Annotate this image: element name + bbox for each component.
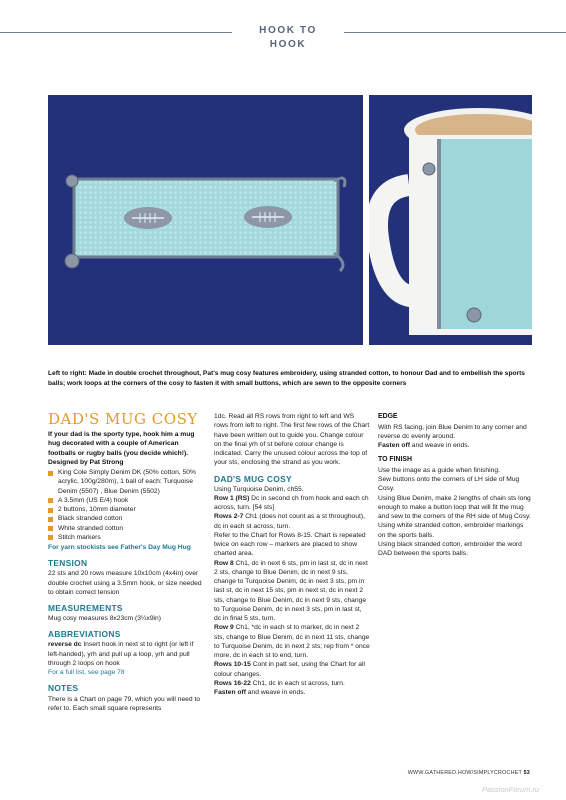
column-3 bbox=[378, 412, 532, 558]
section-title: HOOK TO HOOK bbox=[259, 25, 317, 50]
row-text: Ch1, dc in each st across, turn. bbox=[250, 679, 345, 687]
row-text: and weave in ends. bbox=[409, 442, 470, 450]
flat-cosy-illustration bbox=[48, 95, 363, 345]
intro-text: If your dad is the sporty type, hook him a mug hug decorated with a couple of American footballs or rugby balls (you decide which!). Designed by Pat Strong bbox=[48, 431, 195, 466]
row-text: Ch1, *dc in each st to marker, dc in next 2 sts, change to Blue Denim, dc in next 11 sts, change to Turquoise Denim, dc in next 2 sts; rep from * once more, dc in each st to end, turn. bbox=[214, 624, 370, 660]
material-item: White stranded cotton bbox=[48, 524, 206, 533]
finish-step: Using white stranded cotton, embroider markings on the sports balls. bbox=[378, 522, 524, 539]
rows-10-15 bbox=[214, 660, 370, 679]
row-text: Ch1 (does not count as a st throughout), dc in each st across, turn. bbox=[214, 513, 365, 530]
page-footer bbox=[408, 770, 530, 777]
finish-step: Using black stranded cotton, embroider the word DAD between the sports balls. bbox=[378, 540, 522, 558]
photo-caption: Left to right: Made in double crochet throughout, Pat's mug cosy features embroidery, using stranded cotton, to honour Dad and to embellish the sports balls; work loops at the corners of the cosy to fasten it with small buttons, which are sewn to the opposite corners bbox=[48, 370, 525, 387]
column-1 bbox=[48, 412, 206, 713]
row-1 bbox=[214, 494, 370, 513]
materials-list bbox=[48, 468, 206, 542]
finish-step: Using Blue Denim, make 2 lengths of chain sts long enough to make a button loop that will fit the mug and sew to the corners of the RH side of Mug Cosy. bbox=[378, 494, 531, 521]
stockists-link[interactable]: For yarn stockists see Father's Day Mug Hug bbox=[48, 544, 191, 551]
row-label: Row 9 bbox=[214, 624, 234, 632]
section-header bbox=[0, 24, 566, 50]
row-label: Rows 16-22 bbox=[214, 679, 251, 687]
fasten-off bbox=[214, 688, 370, 697]
notes-continued: 1dc. Read all RS rows from right to left and WS rows from left to right. The first few rows of the Chart have been written out to guide you. Change colour on the final yrh of st before colour change is indicated. Carry the unused colour across the top of your sts, enclosing the strand as you work. bbox=[214, 413, 370, 467]
tension-text: 22 sts and 20 rows measure 10x10cm (4x4in) over double crochet using a 3.5mm hook, or size needed to obtain correct tension bbox=[48, 570, 202, 596]
row-label: Rows 2-7 bbox=[214, 513, 244, 521]
row-text: Ch1, dc in next 6 sts, pm in last st, dc in next 2 sts, change to Blue Denim, dc in next 9 sts, change to Turquoise Denim, dc in next 3 sts, pm in last st, dc in next 15 sts, pm in next st, dc in next 2 sts, change to Blue Denim, dc in next 9 sts, change to Turquoise Denim, dc in next 3 sts, pm in last st, dc in final 5 sts, turn. bbox=[214, 559, 368, 623]
photo-mug-cosy bbox=[369, 95, 532, 345]
finishing-heading: TO FINISH bbox=[378, 456, 412, 464]
measurements-text: Mug cosy measures 8x23cm (3¼x9in) bbox=[48, 615, 161, 623]
material-item: Stitch markers bbox=[48, 533, 206, 542]
row-label: Fasten off bbox=[378, 442, 410, 450]
row-label: Row 8 bbox=[214, 559, 234, 567]
header-rule-left bbox=[0, 32, 232, 33]
rows-16-22 bbox=[214, 679, 370, 688]
material-item: A 3.5mm (US E/4) hook bbox=[48, 496, 206, 505]
finish-step: Use the image as a guide when finishing. bbox=[378, 466, 500, 474]
notes-text: There is a Chart on page 79, which you will need to refer to. Each small square represents bbox=[48, 695, 201, 712]
edge-heading: EDGE bbox=[378, 413, 398, 420]
chart-reference: Refer to the Chart for Rows 8-15. Chart is repeated twice on each row – markers are placed to show charted area. bbox=[214, 531, 366, 558]
column-2 bbox=[214, 412, 370, 697]
row-label: Row 1 (RS) bbox=[214, 494, 250, 502]
abbreviation-term: reverse dc bbox=[48, 641, 82, 649]
material-item: Black stranded cotton bbox=[48, 514, 206, 523]
row-9 bbox=[214, 623, 370, 660]
tension-heading: TENSION bbox=[48, 558, 88, 569]
row-text: Dc in second ch from hook and each ch across, turn. [54 sts] bbox=[214, 494, 369, 512]
header-rule-right bbox=[344, 32, 566, 33]
foundation-chain: Using Turquoise Denim, ch55. bbox=[214, 485, 304, 493]
rows-2-7 bbox=[214, 512, 370, 531]
footer-url[interactable]: WWW.GATHERED.HOW/SIMPLYCROCHET bbox=[407, 770, 522, 776]
material-item: King Cole Simply Denim DK (50% cotton, 50% acrylic, 100g/280m), 1 ball of each: Turquoise Denim (5507) , Blue Denim (5502) bbox=[48, 468, 206, 496]
pattern-title: DAD'S MUG COSY bbox=[48, 410, 198, 428]
abbreviation-definition: Insert hook in next st to right (or left if left-handed), yrh and pull up a loop, yrh and pull through 2 loops on hook bbox=[48, 641, 194, 667]
photo-flat-cosy bbox=[48, 95, 363, 345]
abbreviations-link[interactable]: For a full list, see page 78 bbox=[48, 669, 125, 677]
mug-illustration bbox=[369, 95, 532, 345]
material-item: 2 buttons, 10mm diameter bbox=[48, 505, 206, 514]
abbreviations-heading: ABBREVIATIONS bbox=[48, 629, 121, 640]
edge-text: With RS facing, join Blue Denim to any corner and reverse dc evenly around. bbox=[378, 423, 527, 440]
finish-step: Sew buttons onto the corners of LH side of Mug Cosy. bbox=[378, 476, 520, 493]
pattern-heading: DAD'S MUG COSY bbox=[214, 473, 292, 484]
watermark: PassionForum.ru bbox=[482, 785, 540, 794]
row-text: Cont in patt set, using the Chart for all colour changes. bbox=[214, 661, 365, 678]
abbreviation-entry bbox=[48, 640, 206, 668]
notes-heading: NOTES bbox=[48, 683, 79, 694]
row-text: and weave in ends. bbox=[245, 689, 306, 697]
row-label: Fasten off bbox=[214, 689, 246, 697]
rugby-ball-left-icon bbox=[124, 207, 172, 229]
edge-fasten-off bbox=[378, 441, 532, 450]
measurements-heading: MEASUREMENTS bbox=[48, 603, 123, 614]
row-8 bbox=[214, 559, 370, 624]
page-number: 53 bbox=[523, 770, 530, 776]
row-label: Rows 10-15 bbox=[214, 661, 251, 669]
rugby-ball-right-icon bbox=[244, 206, 292, 228]
